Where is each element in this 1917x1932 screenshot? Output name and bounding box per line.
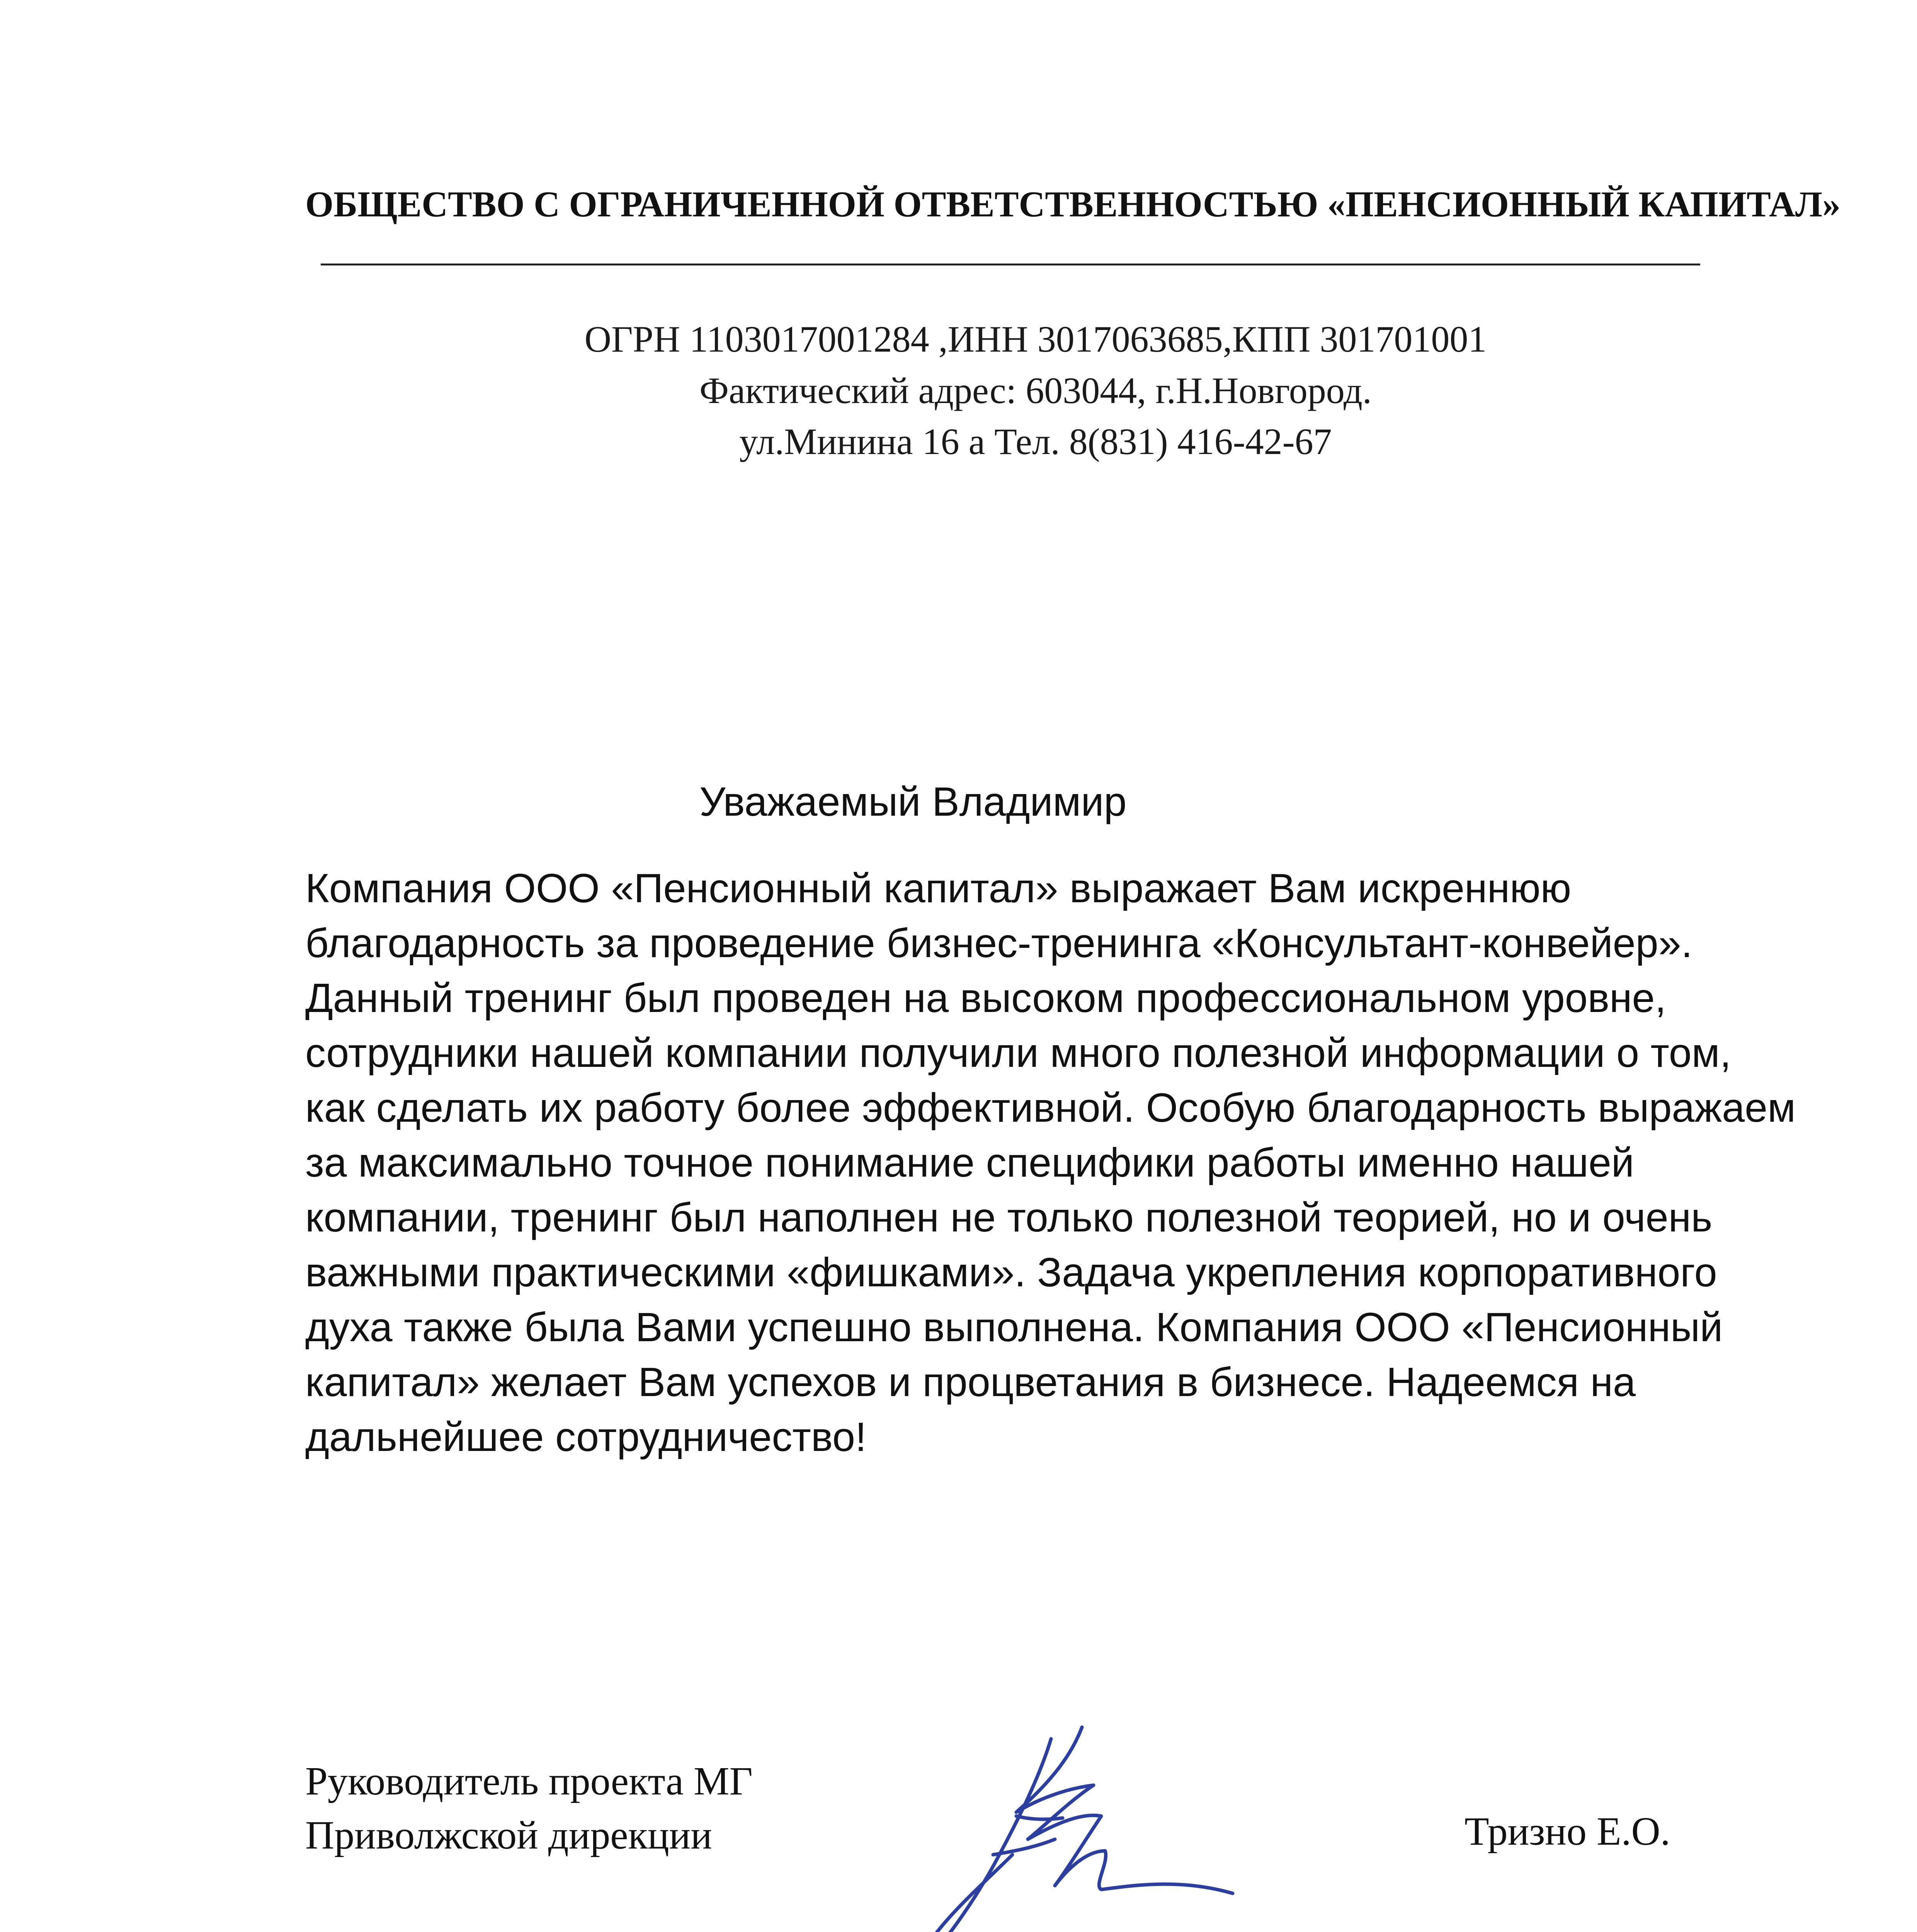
body-line: капитал» желает Вам успехов и процветания в бизнесе. Надеемся на [305,1359,1636,1405]
body-line: как сделать их работу более эффективной. Особую благодарность выражаем [305,1085,1796,1131]
signer-position-line: Приволжской дирекции [305,1813,712,1857]
body-line: благодарность за проведение бизнес-тренинга «Консультант-конвейер». [305,920,1692,966]
actual-address: Фактический адрес: 603044, г.Н.Новгород. [699,370,1372,411]
body-line: компании, тренинг был наполнен не только полезной теорией, но и очень [305,1195,1713,1240]
registration-numbers: ОГРН 1103017001284 ,ИНН 3017063685,КПП 301701001 [584,318,1487,360]
body-line: Данный тренинг был проведен на высоком профессиональном уровне, [305,975,1666,1021]
header-divider [321,264,1700,265]
body-line: сотрудники нашей компании получили много полезной информации о том, [305,1030,1732,1076]
signer-position-line: Руководитель проекта МГ [305,1759,753,1803]
signer-name: Тризно Е.О. [1465,1809,1670,1854]
signer-position [305,1754,753,1862]
body-line: Компания ООО «Пенсионный капитал» выражает Вам искреннюю [305,866,1572,911]
body-line: важными практическими «фишками». Задача укрепления корпоративного [305,1250,1717,1295]
body-line: духа также была Вами успешно выполнена. Компания ООО «Пенсионный [305,1304,1723,1350]
handwritten-signature [900,1723,1248,1932]
street-and-phone: ул.Минина 16 а Тел. 8(831) 416-42-67 [739,421,1332,462]
company-title: ОБЩЕСТВО С ОГРАНИЧЕННОЙ ОТВЕТСТВЕННОСТЬЮ «ПЕНСИОННЫЙ КАПИТАЛ» [305,184,1841,224]
body-line: дальнейшее сотрудничество! [305,1414,867,1460]
greeting: Уважаемый Владимир [699,779,1127,825]
body-line: за максимально точное понимание специфики работы именно нашей [305,1140,1634,1185]
letter-body [305,861,1796,1464]
